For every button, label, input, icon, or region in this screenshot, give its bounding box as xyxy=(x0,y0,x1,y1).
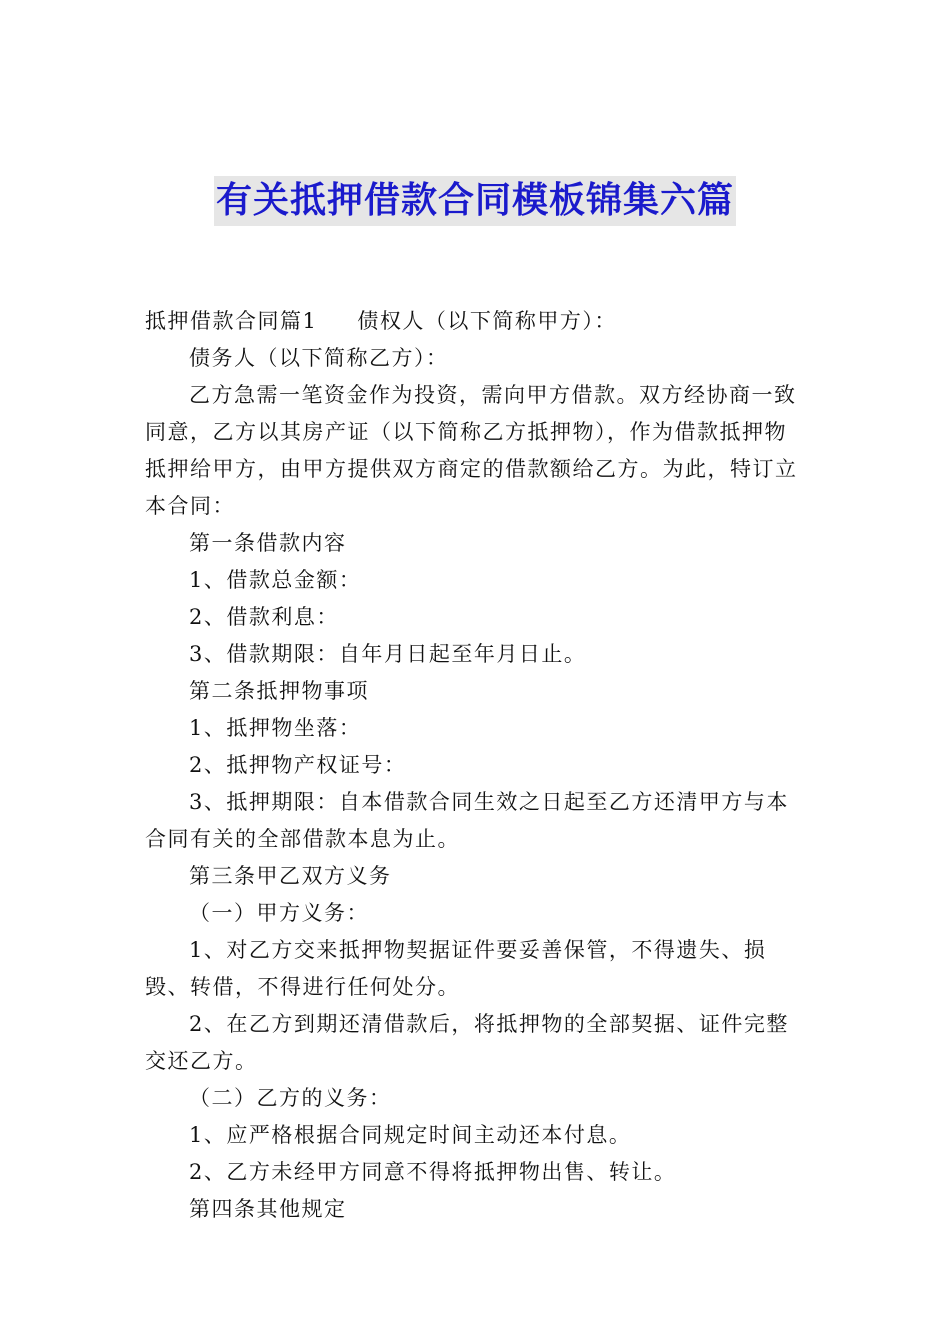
sub-heading: （二）乙方的义务： xyxy=(189,1086,392,1110)
paragraph: 2、在乙方到期还清借款后，将抵押物的全部契据、证件完整交还乙方。 xyxy=(145,1012,789,1073)
document-title: 有关抵押借款合同模板锦集六篇 xyxy=(214,176,736,226)
paragraph: 3、抵押期限：自本借款合同生效之日起至乙方还清甲方与本合同有关的全部借款本息为止。 xyxy=(145,790,789,851)
section-heading: 第三条甲乙双方义务 xyxy=(189,864,392,888)
section-heading: 第二条抵押物事项 xyxy=(189,679,369,703)
document-body xyxy=(145,303,809,1228)
paragraph: 乙方急需一笔资金作为投资，需向甲方借款。双方经协商一致同意，乙方以其房产证（以下简称乙方抵押物），作为借款抵押物抵押给甲方，由甲方提供双方商定的借款额给乙方。为此，特订立本合同： xyxy=(145,383,798,518)
paragraph: 1、抵押物坐落： xyxy=(189,716,362,740)
paragraph: 2、乙方未经甲方同意不得将抵押物出售、转让。 xyxy=(189,1160,677,1184)
paragraph: 1、应严格根据合同规定时间主动还本付息。 xyxy=(189,1123,632,1147)
sub-heading: （一）甲方义务： xyxy=(189,901,369,925)
creditor-line: 债权人（以下简称甲方）： xyxy=(357,309,617,333)
paragraph: 2、借款利息： xyxy=(189,605,339,629)
contract-heading: 抵押借款合同篇1 xyxy=(145,309,318,333)
first-line xyxy=(145,303,809,340)
title-container xyxy=(0,176,950,226)
section-heading: 第一条借款内容 xyxy=(189,531,347,555)
paragraph: 1、借款总金额： xyxy=(189,568,362,592)
paragraph: 3、借款期限：自年月日起至年月日止。 xyxy=(189,642,587,666)
paragraph: 2、抵押物产权证号： xyxy=(189,753,407,777)
paragraph: 1、对乙方交来抵押物契据证件要妥善保管，不得遗失、损毁、转借，不得进行任何处分。 xyxy=(145,938,767,999)
section-heading: 第四条其他规定 xyxy=(189,1197,347,1221)
paragraph: 债务人（以下简称乙方）： xyxy=(189,346,449,370)
